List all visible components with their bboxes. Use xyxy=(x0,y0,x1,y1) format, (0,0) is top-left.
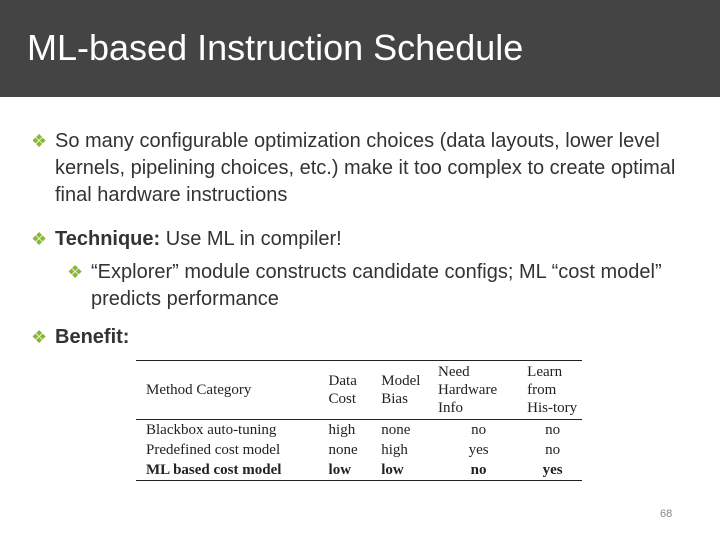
table-cell: low xyxy=(381,462,404,478)
table-header-cell: Need Hardware Info xyxy=(437,364,498,416)
table-cell: no xyxy=(470,462,487,478)
table-cell: yes xyxy=(468,442,489,458)
bullet-item-4 xyxy=(31,324,655,351)
bullet-text: “Explorer” module constructs candidate configs; ML “cost model” predicts performance xyxy=(91,261,662,310)
comparison-table xyxy=(136,360,582,481)
diamond-bullet-icon: ❖ xyxy=(67,262,84,282)
slide-title: ML-based Instruction Schedule xyxy=(27,27,524,68)
table-row xyxy=(136,440,582,460)
table-cell: no xyxy=(545,442,561,458)
table-header-cell: Data Cost xyxy=(328,373,357,407)
table-header-cell: Model Bias xyxy=(381,373,421,407)
title-bar xyxy=(0,0,720,97)
bullet-item-3 xyxy=(67,259,691,313)
table-cell: ML based cost model xyxy=(146,462,282,478)
bullet-bold-label: Benefit: xyxy=(55,326,130,348)
table-cell: high xyxy=(328,422,356,438)
diamond-bullet-icon: ❖ xyxy=(31,327,48,347)
table-cell: none xyxy=(381,422,411,438)
bullet-text: So many configurable optimization choices (data layouts, lower level kernels, pipelining choices, etc.) make it too complex to create optimal final hardware instructions xyxy=(55,130,676,206)
table-row xyxy=(136,420,582,441)
table-header-cell: Learn from His-tory xyxy=(527,364,578,416)
diamond-bullet-icon: ❖ xyxy=(31,229,48,249)
bullet-item-2 xyxy=(31,226,695,253)
table-header-row xyxy=(136,361,582,420)
table-cell: Predefined cost model xyxy=(146,442,281,458)
table-cell: no xyxy=(545,422,561,438)
table-cell: low xyxy=(328,462,352,478)
table-cell: Blackbox auto-tuning xyxy=(146,422,277,438)
bullet-text: Use ML in compiler! xyxy=(160,228,342,250)
table-cell: none xyxy=(328,442,358,458)
bullet-bold-label: Technique: xyxy=(55,228,161,250)
diamond-bullet-icon: ❖ xyxy=(31,131,48,151)
bullet-item-1 xyxy=(31,128,695,209)
table-cell: yes xyxy=(542,462,563,478)
page-number: 68 xyxy=(660,508,673,520)
table-row xyxy=(136,460,582,481)
table-cell: high xyxy=(381,442,408,458)
table-header-cell: Method Category xyxy=(146,382,252,398)
table-cell: no xyxy=(471,422,487,438)
